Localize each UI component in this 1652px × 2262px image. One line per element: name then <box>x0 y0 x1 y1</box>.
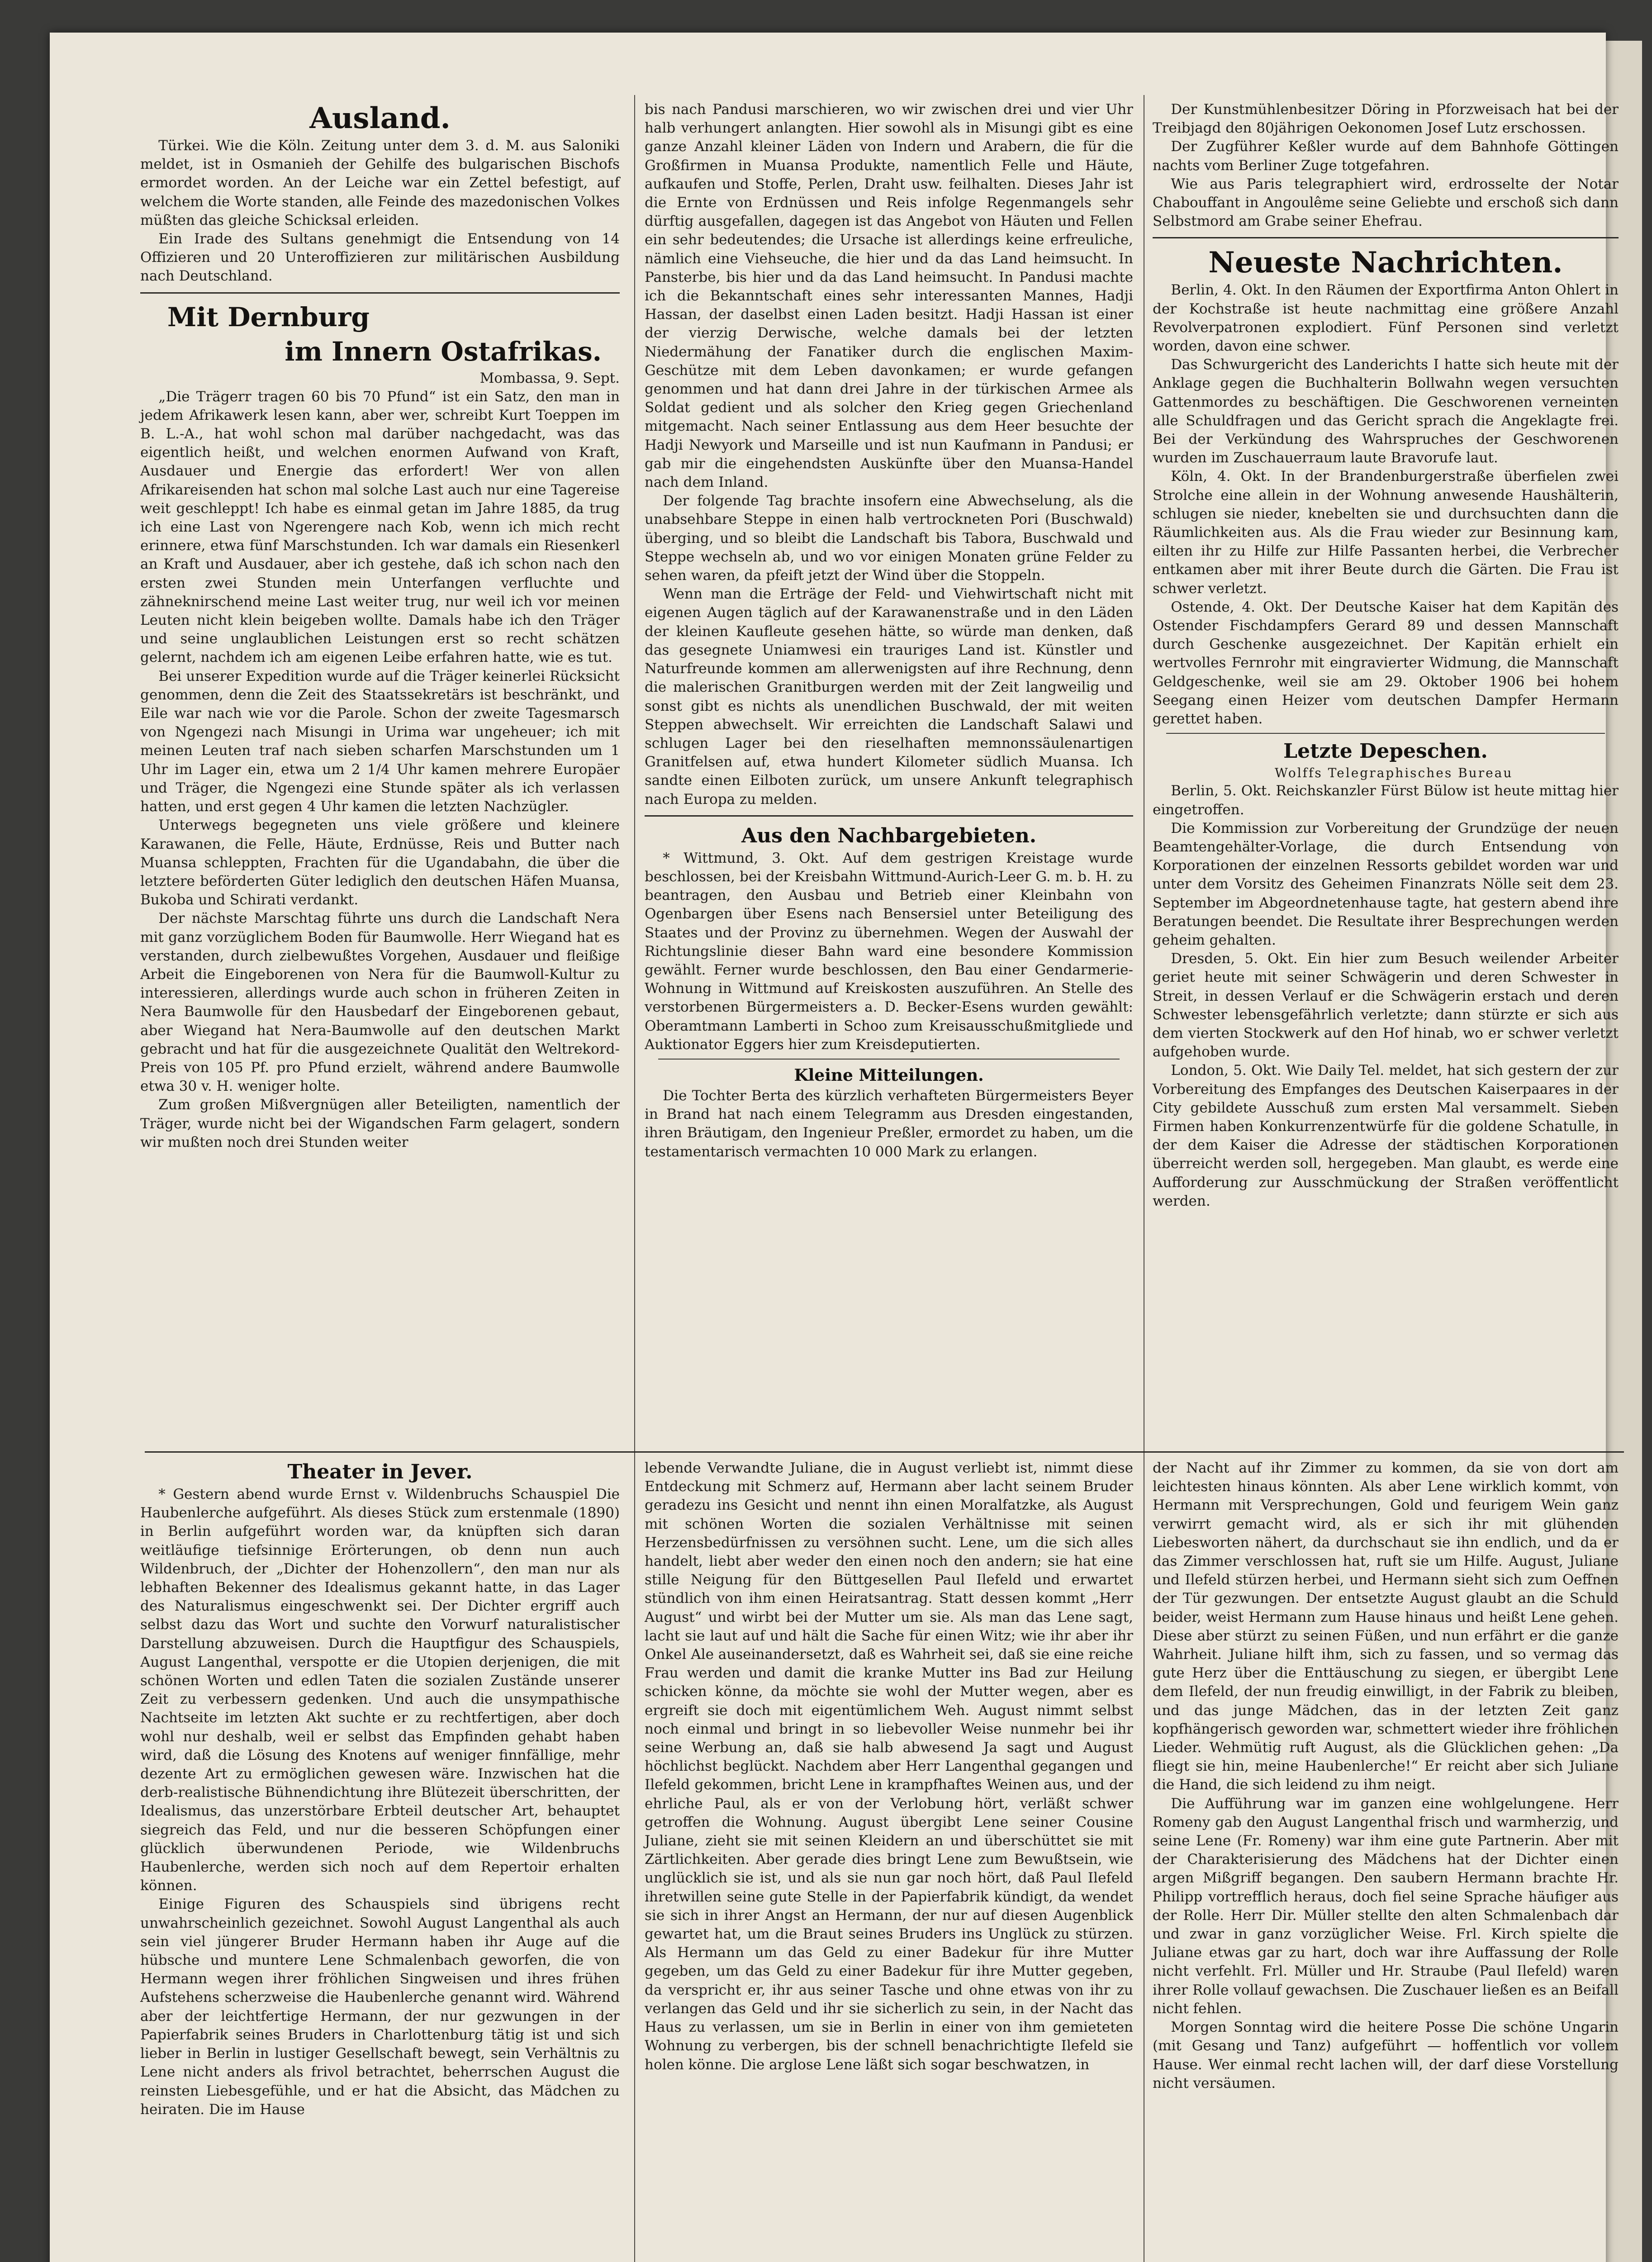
dernburg-paragraph: Der nächste Marschtag führte uns durch die Landschaft Nera mit ganz vorzüglichem Boden für Baumwolle. Herr Wiegand hat es verstanden, durch zielbewußtes Vorgehen, Ausdauer und fleißige Arbeit die Eingeborenen von Nera für die Baumwoll-Kultur zu interessieren, allerdings wurde auch schon in früheren Zeiten in Nera Baumwolle für den Hausbedarf der Eingeborenen gebaut, aber Wiegand hat Nera-Baumwolle auf den deutschen Markt gebracht und hat für die ausgezeichnete Qualität den Weltrekord-Preis von 105 Pf. pro Pfund erzielt, während andere Baumwolle etwa 30 v. H. weniger holte. <box>140 910 620 1095</box>
kleine-mitteilungen-heading: Kleine Mitteilungen. <box>794 1065 984 1085</box>
depeschen-paragraph: Die Kommission zur Vorbereitung der Grundzüge der neuen Beamtengehälter-Vorlage, die durch Entsendung von Korporationen der einzelnen Ressorts gebildet worden war und unter dem Vorsitz des Geheimen Finanzrats Nölle seit dem 23. September im Abgeordnetenhause tagte, hat gestern abend ihre Beratungen beendet. Die Resultate ihrer Besprechungen werden geheim gehalten. <box>1153 820 1619 948</box>
column-1 <box>140 100 620 1152</box>
news-paragraph: Wie aus Paris telegraphiert wird, erdrosselte der Notar Chabouffant in Angoulême seine Geliebte und erschoß sich dann Selbstmord am Grabe seiner Ehefrau. <box>1153 176 1619 230</box>
dernburg-continued: Der folgende Tag brachte insofern eine Abwechselung, als die unabsehbare Steppe in einen halb vertrockneten Pori (Buschwald) überging, und so bleibt die Landschaft bis Tabora, Buschwald und Steppe wechseln ab, und wo vor einigen Monaten grüne Felder zu sehen waren, da pfeift jetzt der Wind über die Stoppeln. <box>645 493 1133 584</box>
column-1-feuilleton <box>140 1459 620 2119</box>
dernburg-heading: Mit Dernburg <box>167 301 370 333</box>
neueste-paragraph: Köln, 4. Okt. In der Brandenburgerstraße überfielen zwei Strolche eine allein in der Wohnung anwesende Haushälterin, schlugen sie nieder, knebelten sie und durchsuchten dann die Räumlichkeiten aus. Als die Frau wieder zur Besinnung kam, eilten ihr zu Hilfe zur Hilfe Passanten herbei, die Verbrecher entkamen aber mit ihrer Beute durch die Gärten. Die Frau ist schwer verletzt. <box>1153 468 1619 597</box>
column-3 <box>1153 100 1619 1211</box>
nachbargebiete-heading: Aus den Nachbargebieten. <box>741 824 1037 847</box>
neueste-nachrichten-heading: Neueste Nachrichten. <box>1208 246 1563 280</box>
dernburg-paragraph: Unterwegs begegneten uns viele größere und kleinere Karawanen, die Felle, Häute, Erdnüsse, Reis und Butter nach Muansa schleppten, Frachten für die Ugandabahn, die über die letztere beförderten Güter lediglich den deutschen Häfen Muansa, Bukoba und Schirati verdankt. <box>140 817 620 908</box>
ausland-heading: Ausland. <box>309 101 451 135</box>
depeschen-paragraph: Dresden, 5. Okt. Ein hier zum Besuch weilender Arbeiter geriet heute mit seiner Schwägerin und deren Schwester in Streit, in dessen Verlauf er die Schwägerin erstach und deren Schwester lebensgefährlich verletzte; dann stürzte er sich aus dem vierten Stockwerk auf den Hof hinab, wo er schwer verletzt aufgehoben wurde. <box>1153 950 1619 1060</box>
neueste-paragraph: Ostende, 4. Okt. Der Deutsche Kaiser hat dem Kapitän des Ostender Fischdampfers Gerard 89 und dessen Mannschaft durch Geschenke ausgezeichnet. Der Kapitän erhielt ein wertvolles Fernrohr mit eingravierter Widmung, die Mannschaft Geldgeschenke, weil sie am 29. Oktober 1906 bei hohem Seegang einen Heizer vom deutschen Dampfer Hermann gerettet haben. <box>1153 599 1619 727</box>
theater-heading: Theater in Jever. <box>287 1460 473 1483</box>
letzte-depeschen-heading: Letzte Depeschen. <box>1283 740 1488 763</box>
depeschen-paragraph: London, 5. Okt. Wie Daily Tel. meldet, hat sich gestern der zur Vorbereitung des Empfanges des Deutschen Kaiserpaares in der City gebildete Ausschuß zum ersten Mal versammelt. Sieben Firmen haben Konkurrenzentwürfe für die goldene Schatulle, in der dem Kaiser die Adresse der städtischen Korporationen überreicht werden soll, hergegeben. Man glaubt, es werde eine Aufforderung zur Ausschmückung der Straßen veröffentlicht werden. <box>1153 1062 1619 1209</box>
dernburg-paragraph: Zum großen Mißvergnügen aller Beteiligten, namentlich der Träger, wurde nicht bei der Wigandschen Farm gelagert, sondern wir mußten noch drei Stunden weiter <box>140 1097 620 1150</box>
neueste-paragraph: Berlin, 4. Okt. In den Räumen der Exportfirma Anton Ohlert in der Kochstraße ist heute nachmittag eine größere Anzahl Revolverpatronen explodiert. Fünf Personen sind verletzt worden, davon eine schwer. <box>1153 282 1619 355</box>
ausland-paragraph: Ein Irade des Sultans genehmigt die Entsendung von 14 Offizieren und 20 Unteroffizieren zur militärischen Ausbildung nach Deutschland. <box>140 231 620 285</box>
nachbargebiete-paragraph: * Wittmund, 3. Okt. Auf dem gestrigen Kreistage wurde beschlossen, bei der Kreisbahn Wittmund-Aurich-Leer G. m. b. H. zu beantragen, den Ausbau und Betrieb einer Kleinbahn von Ogenbargen über Esens nach Bensersiel unter Beteiligung des Staates und der Provinz zu übernehmen. Wegen der Auswahl der Richtungslinie dieser Bahn ward eine besondere Kommission gewählt. Ferner wurde beschlossen, den Bau einer Gendarmerie-Wohnung in Wittmund auf Kreiskosten auszuführen. An Stelle des verstorbenen Bürgermeisters a. D. Becker-Esens wurden gewählt: Oberamtmann Lamberti in Schoo zum Kreisausschußmitgliede und Auktionator Eggers hier zum Kreisdeputierten. <box>645 850 1133 1053</box>
section-rule <box>140 292 620 294</box>
theater-continued: der Nacht auf ihr Zimmer zu kommen, da sie von dort am leichtesten hinaus könnten. Als aber Lene wirklich kommt, von Hermann mit Versprechungen, Gold und feurigem Wein ganz verwirrt gemacht wird, als er sich ihr mit glühenden Liebesworten nähert, da durchschaut sie ihn endlich, und da er das Zimmer verschlossen hat, ruft sie um Hilfe. August, Juliane und Ilefeld stürzen herbei, und Hermann sieht sich zum Oeffnen der Tür gezwungen. Der entsetzte August glaubt an die Schuld beider, weist Hermann zum Hause hinaus und heißt Lene gehen. Diese aber stürzt zu seinen Füßen, und nun erfährt er die ganze Wahrheit. Juliane hilft ihm, sich zu fassen, und so vermag das gute Herz über die Enttäuschung zu siegen, er übergibt Lene dem Ilefeld, der nun freudig einwilligt, in der Fabrik zu bleiben, und das junge Mädchen, das in der letzten Zeit ganz kopfhängerisch geworden war, schmettert wieder ihre fröhlichen Lieder. Wehmütig ruft August, als die Glücklichen gehen: „Da fliegt sie hin, meine Haubenlerche!“ Er reicht aber sich Juliane die Hand, die sich leidend zu ihm neigt. <box>1153 1460 1619 1793</box>
column-2 <box>645 100 1133 1161</box>
section-rule <box>1153 237 1619 238</box>
column-2-feuilleton <box>645 1459 1133 2074</box>
feuilleton-rule <box>145 1451 1624 1453</box>
theater-paragraph: Morgen Sonntag wird die heitere Posse Die schöne Ungarin (mit Gesang und Tanz) aufgeführt — hoffentlich vor vollem Hause. Wer einmal recht lachen will, der darf diese Vorstellung nicht versäumen. <box>1153 2019 1619 2091</box>
column-3-feuilleton <box>1153 1459 1619 2093</box>
news-paragraph: Der Kunstmühlenbesitzer Döring in Pforzweisach hat bei der Treibjagd den 80jährigen Oekonomen Josef Lutz erschossen. <box>1153 101 1619 137</box>
section-rule <box>645 815 1133 817</box>
theater-paragraph: Die Aufführung war im ganzen eine wohlgelungene. Herr Romeny gab den August Langenthal frisch und warmherzig, und seine Lene (Fr. Romeny) war ihm eine gute Partnerin. Aber mit der Charakterisierung des Mädchens hat der Dichter einen argen Mißgriff begangen. Den saubern Hermann brachte Hr. Philipp vortrefflich heraus, doch fiel seine Sprache häufiger aus der Rolle. Herr Dir. Müller stellte den alten Schmalenbach dar und zwar in ganz vorzüglicher Weise. Frl. Kirch spielte die Juliane etwas gar zu hart, doch war ihre Auffassung der Rolle nicht verfehlt. Frl. Müller und Hr. Straube (Paul Ilefeld) waren ihrer Rolle vollauf gewachsen. Die Zuschauer ließen es an Beifall nicht fehlen. <box>1153 1795 1619 2017</box>
column-divider-1 <box>634 95 635 2262</box>
dernburg-paragraph: Bei unserer Expedition wurde auf die Träger keinerlei Rücksicht genommen, denn die Zeit des Staatssekretärs ist beschränkt, und Eile war nach wie vor die Parole. Schon der zweite Tagesmarsch von Ngengezi nach Misungi in Urima war ungeheuer; ich mit meinen Leuten traf nach sieben scharfen Marschstunden um 1 Uhr im Lager ein, etwa um 2 1/4 Uhr kamen mehrere Europäer und Träger, die Ngengezi eine Stunde später als ich verlassen hatten, und erst gegen 4 Uhr kamen die letzten Nachzügler. <box>140 668 620 815</box>
section-rule <box>1166 733 1605 734</box>
depeschen-paragraph: Berlin, 5. Okt. Reichskanzler Fürst Bülow ist heute mittag hier eingetroffen. <box>1153 783 1619 818</box>
kleine-mitteilungen-paragraph: Die Tochter Berta des kürzlich verhafteten Bürgermeisters Beyer in Brand hat nach einem Telegramm aus Dresden eingestanden, ihren Bräutigam, den Ingenieur Preßler, ermordet zu haben, um die testamentarisch vermachten 10 000 Mark zu erlangen. <box>645 1087 1133 1160</box>
dernburg-continued: bis nach Pandusi marschieren, wo wir zwischen drei und vier Uhr halb verhungert anlangten. Hier sowohl als in Misungi gibt es eine ganze Anzahl kleiner Läden von Indern und Arabern, die für die Großfirmen in Muansa Produkte, namentlich Felle und Häute, aufkaufen und Stoffe, Perlen, Draht usw. feilhalten. Dieses Jahr ist die Ernte von Erdnüssen und Reis infolge Regenmangels sehr dürftig ausgefallen, dagegen ist das Angebot von Häuten und Fellen ein sehr bedeutendes; die Ursache ist allerdings keine erfreuliche, nämlich eine Viehseuche, die hier und da das Land heimsucht. In Pansterbe, bis hier und da das Land heimsucht. In Pandusi machte ich die Bekanntschaft eines sehr interessanten Mannes, Hadji Hassan, der daselbst einen Laden besitzt. Hadji Hassan ist einer der vierzig Derwische, welche damals bei der letzten Niedermähung der Fanatiker durch die englischen Maxim-Geschütze mit dem Leben davonkamen; er wurde gefangen genommen und hat dann drei Jahre in der türkischen Armee als Soldat gedient und als solcher den Krieg gegen Griechenland mitgemacht. Nach seiner Entlassung aus dem Heer besuchte der Hadji Newyork und Marseille und ist nun Kaufmann in Pandusi; er gab mir die eingehendsten Auskünfte über den Muansa-Handel nach dem Inland. <box>645 101 1133 491</box>
news-paragraph: Der Zugführer Keßler wurde auf dem Bahnhofe Göttingen nachts vom Berliner Zuge totgefahren. <box>1153 138 1619 174</box>
agency-line: Wolffs Telegraphisches Bureau <box>1274 765 1513 781</box>
theater-continued: lebende Verwandte Juliane, die in August verliebt ist, nimmt diese Entdeckung mit Schmerz auf, Hermann aber lacht seinem Bruder geradezu ins Gesicht und nennt ihn einen Moralfatzke, als August mit schönen Worten die sozialen Verhältnisse mit seinen Herzensbedürfnissen zu versöhnen sucht. Lene, um die sich alles handelt, liebt aber weder den einen noch den andern; sie hat eine stille Neigung für den Büttgesellen Paul Ilefeld und erwartet stündlich von ihm einen Heiratsantrag. Statt dessen kommt „Herr August“ und wirbt bei der Mutter um sie. Als man das Lene sagt, lacht sie laut auf und hält die Sache für einen Witz; wie ihr aber ihr Onkel Ale auseinandersetzt, daß es Wahrheit sei, daß sie eine reiche Frau werden und damit die kranke Mutter ins Bad zur Heilung schicken könne, da möchte sie wohl der Mutter wegen, aber es ergreift sie doch mit eigentümlichem Weh. August nimmt selbst noch einmal und bringt in so liebevoller Weise nunmehr bei ihr seine Werbung an, daß sie halb abwesend Ja sagt und August höchlichst beglückt. Nachdem aber Herr Langenthal gegangen und Ilefeld gekommen, bricht Lene in krampfhaftes Weinen aus, und der ehrliche Paul, als er von der Verlobung hört, verläßt schwer getroffen die Wohnung. August übergibt Lene seiner Cousine Juliane, zieht sie mit seinen Kleidern an und überschüttet sie mit Zärtlichkeiten. Aber gerade dies bringt Lene zum Bewußtsein, wie unglücklich sie ist, und als sie nun gar noch hört, daß Paul Ilefeld ihretwillen seine gute Stelle in der Papierfabrik kündigt, da wendet sie sich in ihrer Angst an Hermann, der nur auf diesen Augenblick gewartet hat, um die Braut seines Bruders ins Unglück zu stürzen. Als Hermann um das Geld zu einer Badekur für ihre Mutter gegeben, um das Geld zu einer Badekur für ihre Mutter gegeben, da verspricht er, ihr aus seiner Tasche und ohne etwas von ihr zu verlangen das Geld und ihr sie sicherlich zu sein, in der Nacht das Haus zu verlassen, um sie in Berlin in einer von ihm gemieteten Wohnung zu verbergen, bis der schnell benachrichtigte Ilefeld sie holen könne. Die arglose Lene läßt sich sogar beschwatzen, in <box>645 1460 1133 2073</box>
dernburg-heading-line2: im Innern Ostafrikas. <box>285 336 602 367</box>
dernburg-paragraph: „Die Trägerr tragen 60 bis 70 Pfund“ ist ein Satz, den man in jedem Afrikawerk lesen kann, aber wer, schreibt Kurt Toeppen im B. L.-A., hat wohl schon mal darüber nachgedacht, was das eigentlich heißt, und welchen enormen Aufwand von Kraft, Ausdauer und Energie das erfordert! Wer von allen Afrikareisenden hat schon mal solche Last auch nur eine Tagereise weit geschleppt! Ich habe es einmal getan im Jahre 1885, da trug ich eine Last von Ngerengere nach Kob, wenn ich mich recht erinnere, etwa fünf Marschstunden. Ich war damals ein Riesenkerl an Kraft und Ausdauer, aber ich gestehe, daß ich schon nach den ersten zwei Stunden mein Unterfangen verfluchte und zähneknirschend meine Last weiter trug, nur weil ich vor meinen Leuten nicht klein beigeben wollte. Damals habe ich den Träger und seine unglaublichen Leistungen erst so recht schätzen gelernt, nachdem ich am eigenen Leibe erfahren hatte, wie es tut. <box>140 388 620 666</box>
theater-paragraph: Einige Figuren des Schauspiels sind übrigens recht unwahrscheinlich gezeichnet. Sowohl August Langenthal als auch sein viel jüngerer Bruder Hermann haben ihr Auge auf die hübsche und muntere Lene Schmalenbach geworfen, die von Hermann wegen ihrer fröhlichen Singweisen und ihres frühen Aufstehens scherzweise die Haubenlerche genannt wird. Während aber der leichtfertige Hermann, der nur gezwungen in der Papierfabrik seines Bruders in Charlottenburg tätig ist und sich lieber in Berlin in lustiger Gesellschaft bewegt, sein Verhältnis zu Lene nicht anders als frivol betrachtet, beherrschen August die reinsten Liebesgefühle, und er hat die Absicht, das Mädchen zu heiraten. Die im Hause <box>140 1896 620 2118</box>
neueste-paragraph: Das Schwurgericht des Landerichts I hatte sich heute mit der Anklage gegen die Buchhalterin Bollwahn wegen versuchten Gattenmordes zu beschäftigen. Die Geschworenen verneinten alle Schuldfragen und das Gericht sprach die Angeklagte frei. Bei der Verkündung des Wahrspruches der Geschworenen wurden im Zuschauerraum laute Bravorufe laut. <box>1153 356 1619 466</box>
dernburg-continued: Wenn man die Erträge der Feld- und Viehwirtschaft nicht mit eigenen Augen täglich auf der Karawanenstraße und in den Läden der kleinen Kaufleute gesehen hätte, so würde man denken, daß das gesegnete Uniamwesi ein trauriges Land ist. Künstler und Naturfreunde kommen am allerwenigsten auf ihre Rechnung, denn die malerischen Granitburgen werden mit der Zeit langweilig und sonst gibt es nichts als unendlichen Buschwald, der mit weiten Steppen abwechselt. Wir erreichten die Landschaft Salawi und schlugen Lager bei den rieselhaften memnonssäulenartigen Granitfelsen auf, etwa hundert Kilometer südlich Muansa. Ich sandte einen Eilboten zurück, um unsere Ankunft telegraphisch nach Europa zu melden. <box>645 586 1133 808</box>
theater-paragraph: * Gestern abend wurde Ernst v. Wildenbruchs Schauspiel Die Haubenlerche aufgeführt. Als dieses Stück zum erstenmale (1890) in Berlin aufgeführt worden war, da knüpften sich daran weitläufige tiefsinnige Erörterungen, ob denn nun auch Wildenbruch, der „Dichter der Hohenzollern“, den man nur als lebhaften Bekenner des Idealismus gekannt hatte, in das Lager des Naturalismus eingeschwenkt sei. Der Dichter ergriff auch selbst dazu das Wort und suchte den Vorwurf naturalistischer Darstellung abzuweisen. Durch die Hauptfigur des Schauspiels, August Langenthal, verspotte er die Utopien derjenigen, die mit schönen Worten und edlen Taten die sozialen Zustände unserer Zeit zu verbessern gedenken. Und auch die unsympathische Nachtseite im letzten Akt suchte er zu rechtfertigen, aber doch wohl nur deshalb, weil er selbst das Empfinden gehabt haben wird, daß die Lösung des Knotens auf weniger finnfällige, mehr dezente Art zu ermöglichen gewesen wäre. Inzwischen hat die derb-realistische Bühnendichtung ihre Blütezeit überschritten, der Idealismus, das unzerstörbare Erbteil deutscher Art, behauptet siegreich das Feld, und nur die besseren Schöpfungen einer glücklich überwundenen Periode, wie Wildenbruchs Haubenlerche, werden sich noch auf dem Repertoir erhalten können. <box>140 1486 620 1894</box>
section-rule <box>658 1059 1120 1060</box>
ausland-paragraph: Türkei. Wie die Köln. Zeitung unter dem 3. d. M. aus Saloniki meldet, ist in Osmanieh der Gehilfe des bulgarischen Bischofs ermordet worden. An der Leiche war ein Zettel befestigt, auf welchem die Worte standen, alle Feinde des mazedonischen Volkes müßten das gleiche Schicksal erleiden. <box>140 138 620 228</box>
dernburg-dateline: Mombassa, 9. Sept. <box>479 370 620 386</box>
